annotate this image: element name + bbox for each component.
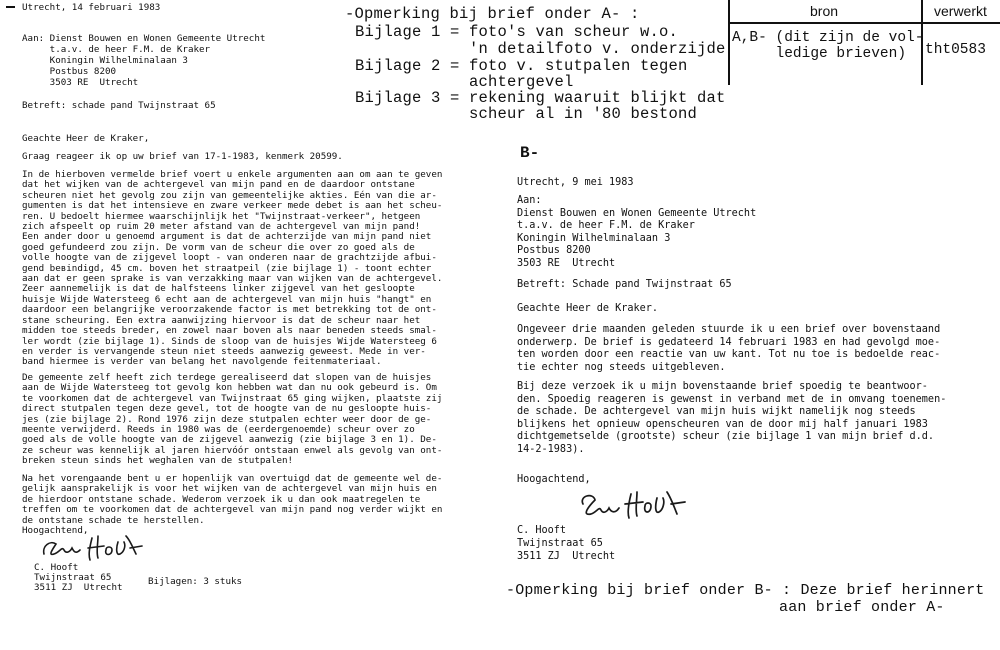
processed-header: verwerkt [934,3,987,19]
note-a-line: Bijlage 3 = rekening waaruit blijkt dat [355,89,726,107]
text-line: onderwerp. De brief is gedateerd 14 februari 1983 en had gevolgd moe- [517,336,941,348]
address-line: 3503 RE Utrecht [517,257,616,269]
text-line: jes (zie bijlage 2). Rond 1976 zijn deze stutpalen echter weer door de ge- [22,413,432,425]
source-table [728,0,1000,85]
text-line: en verder is vervangende steun niet steeds aanwezig geweest. Mede in ver- [22,345,426,357]
text-line: dichtgemetselde (grootste) scheur (zie bijlage 1 van mijn brief d.d. [517,431,935,443]
signature-a [40,532,150,564]
text-line: ler wordt (zie bijlage 1). Sinds de sloop van de huisjes Wijde Watersteeg 6 [22,335,437,347]
address-line: Aan: [517,195,542,206]
letter-b-date: Utrecht, 9 mei 1983 [517,177,634,188]
text-line: volle hoogte van de zijgevel loopt - van onderen naar de grachtzijde afbui- [22,252,437,264]
address-line: Dienst Bouwen en Wonen Gemeente Utrecht [517,207,757,219]
text-line: ten worden door een reactie van uw kant. Tot nu toe is bedoelde reac- [517,349,941,361]
address-line: Postbus 8200 [22,66,117,77]
processed-cell: tht0583 [925,42,986,58]
letter-a-closing: Hoogachtend, [22,525,89,536]
text-line: Na het vorengaande bent u er hopenlijk van overtuigd dat de gemeente wel de- [22,473,443,484]
text-line: ze scheur was kennelijk al jaren hiervóór ontstaan enwel als gevolg van ont- [22,444,443,456]
letter-b-paragraph-1 [517,324,940,374]
text-line: Ongeveer drie maanden geleden stuurde ik u een brief over bovenstaand [517,324,941,335]
note-b-line: -Opmerking bij brief onder B- : Deze brief herinnert [506,582,985,599]
address-line: Postbus 8200 [517,245,591,257]
letter-b-signer: C. Hooft [517,525,567,536]
text-line: De gemeente zelf heeft zich terdege gerealiseerd dat slopen van de huisjes [22,372,432,383]
letter-b-signer: 3511 ZJ Utrecht [517,551,616,562]
address-line: Aan: Dienst Bouwen en Wonen Gemeente Utrecht [22,33,266,44]
text-line: meente verwijderd. Reeds in 1980 was de (eerdergenoemde) scheur over zo [22,424,415,436]
address-line: Koningin Wilhelminalaan 3 [517,232,671,244]
text-line: breken steun sinds het weghalen van de stutpalen! [22,455,294,467]
dash-mark [6,6,15,8]
letter-b-closing: Hoogachtend, [517,474,591,485]
text-line: stane scheuring. Een extra aanwijzing hiervoor is dat de scheur naar het [22,314,421,326]
text-line: den. Spoedig reageren is gewenst in verband met de in omvang toenemen- [517,393,947,405]
text-line: de hierdoor ontstane schade. Wederom verzoek ik u dan ook maatregelen te [22,493,421,505]
text-line: Bij deze verzoek ik u mijn bovenstaande brief spoedig te beantwoor- [517,381,928,392]
letter-b-salutation: Geachte Heer de Kraker. [517,303,659,314]
letter-a-paragraph-2 [22,373,442,467]
letter-a-paragraph-3 [22,474,442,526]
text-line: dat het wijken van de achtergevel van mijn pand en de daardoor ontstane [22,179,415,191]
text-line: goed als de volle hoogte van de zijgevel aanwezig (zie bijlage 3 en 1). De- [22,434,437,446]
letter-a-intro: Graag reageer ik op uw brief van 17-1-1983, kenmerk 20599. [22,151,343,162]
source-cell: ledige brieven) [732,46,907,62]
letter-b-marker: B- [520,144,540,162]
note-b-line: aan brief onder A- [779,599,945,616]
text-line: treffen om te voorkomen dat de achtergevel van mijn pand nog verder wijkt en [22,504,443,516]
address-line: t.a.v. de heer F.M. de Kraker [22,44,211,55]
text-line: blijkens het opnieuw openscheuren van de door mij half januari 1983 [517,418,928,430]
note-a-line: achtergevel [355,73,574,91]
note-a-line: Bijlage 2 = foto v. stutpalen tegen [355,57,688,75]
text-line: de schade. De achtergevel van mijn huis wijkt namelijk nog steeds [517,406,916,418]
source-header: bron [810,3,839,19]
text-line: Een ander door u genoemd argument is dat de achterzijde van mijn pand niet [22,231,432,243]
address-line: 3503 RE Utrecht [22,77,139,88]
letter-b-subject: Betreft: Schade pand Twijnstraat 65 [517,279,732,290]
note-a-title: -Opmerking bij brief onder A- : [345,5,640,23]
text-line: band hiermee is verder van belang het navolgende feitenmateriaal. [22,356,382,368]
letter-a-subject: Betreft: schade pand Twijnstraat 65 [22,100,216,111]
source-cell: A,B- (dit zijn de vol- [732,30,924,46]
letter-a-salutation: Geachte Heer de Kraker, [22,133,150,144]
text-line: 14-2-1983). [517,443,585,455]
text-line: huisje Wijde Watersteeg 6 echt aan de achtergevel van mijn huis "hangt" en [22,293,432,305]
letter-a-signer: 3511 ZJ Utrecht [34,582,123,593]
text-line: gelijk aansprakelijk is voor het wijken van de achtergevel van mijn huis en [22,483,437,495]
letter-a-attachments: Bijlagen: 3 stuks [148,576,243,587]
letter-a-signer: C. Hooft [34,562,79,573]
letter-b-address [517,195,756,271]
letter-a-date: Utrecht, 14 februari 1983 [22,2,161,13]
text-line: goed gefundeerd zou zijn. De vorm van de scheur die over zo goed als de [22,241,415,253]
address-line: t.a.v. de heer F.M. de Kraker [517,220,695,232]
letter-b-paragraph-2 [517,381,946,457]
letter-a-signer: Twijnstraat 65 [34,572,112,583]
text-line: gend bевindigd, 45 cm. boven het straatpeil (zie bijlage 1) - toont echter [22,262,432,274]
text-line: In de hierboven vermelde brief voert u enkele argumenten aan om aan te geven [22,169,443,180]
text-line: de ontstane schade te herstellen. [22,514,205,526]
note-a-line: scheur al in '80 bestond [355,105,698,123]
signature-b [575,488,695,522]
text-line: direct stutpalen tegen deze gevel, tot de hoogte van de nu gesloopte huis- [22,403,432,415]
text-line: zich afspeelt op ruim 20 meter afstand van de achtergevel van mijn pand! [22,221,421,233]
note-a-line: 'n detailfoto v. onderzijde [355,40,726,58]
text-line: Zeer aannemelijk is dat de halfsteens linker zijgevel van het gesloopte [22,283,415,295]
text-line: aan de Wijde Watersteeg tot gevolg kon hebben wat dan nu ook gebeurd is. Om [22,382,437,394]
text-line: gumenten is dat het intensieve en zware verkeer mede debet is aan het scheu- [22,200,443,212]
text-line: aan dat er geen sprake is van verzakking maar van wijken van de achtergevel. [22,273,443,285]
text-line: tie echter nog steeds uitgebleven. [517,361,726,373]
letter-a-paragraph-1 [22,170,442,368]
text-line: ren. U bedoelt hiermee waarschijnlijk het "Twijnstraat-verkeer", hetgeen [22,210,421,222]
text-line: daardoor een belangrijke veroorzakende factor is met betrekking tot de ont- [22,304,437,316]
letter-b-signer: Twijnstraat 65 [517,538,603,549]
address-line: Koningin Wilhelminalaan 3 [22,55,188,66]
text-line: te voorkomen dat de achtergevel van Twijnstraat 65 ging wijken, plaatste zij [22,392,443,404]
text-line: scheuren niet het gevolg zou zijn van gemeentelijke aktiеs. Eén van die ar- [22,189,437,201]
text-line: midden toe steeds breder, en zowel naar boven als naar beneden steeds smal- [22,325,437,337]
note-a-line: Bijlage 1 = foto's van scheur w.o. [355,23,679,41]
